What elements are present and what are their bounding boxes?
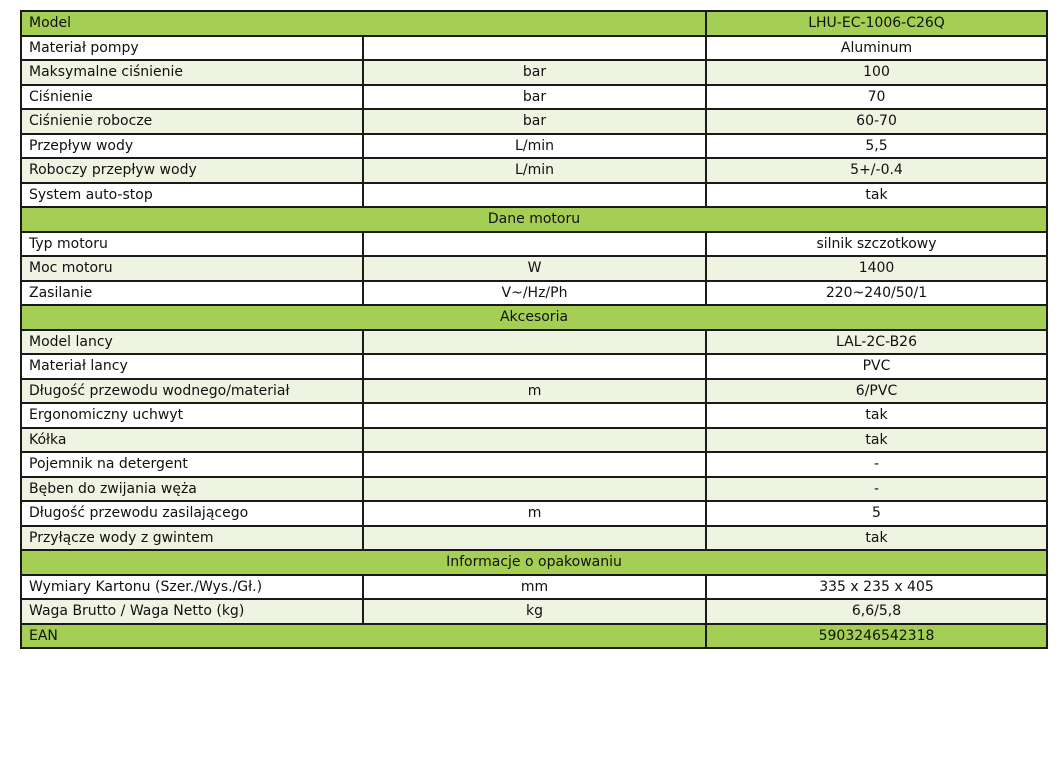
param-unit: V~/Hz/Ph <box>363 281 706 306</box>
table-row <box>21 428 1047 453</box>
section-header-packaging <box>21 550 1047 575</box>
param-value: 5 <box>706 501 1047 526</box>
table-row <box>21 281 1047 306</box>
param-name: System auto-stop <box>21 183 363 208</box>
param-unit <box>363 428 706 453</box>
param-name: Kółka <box>21 428 363 453</box>
section-header-motor <box>21 207 1047 232</box>
param-name: Przepływ wody <box>21 134 363 159</box>
param-name: Bęben do zwijania węża <box>21 477 363 502</box>
param-unit <box>363 36 706 61</box>
param-name: Długość przewodu wodnego/materiał <box>21 379 363 404</box>
param-value: 6,6/5,8 <box>706 599 1047 624</box>
param-unit <box>363 452 706 477</box>
param-name: Ergonomiczny uchwyt <box>21 403 363 428</box>
param-unit: bar <box>363 85 706 110</box>
ean-row <box>21 624 1047 649</box>
param-name: Materiał lancy <box>21 354 363 379</box>
param-value: tak <box>706 526 1047 551</box>
param-name: Materiał pompy <box>21 36 363 61</box>
param-unit <box>363 183 706 208</box>
param-value: 220~240/50/1 <box>706 281 1047 306</box>
param-unit <box>363 403 706 428</box>
param-value: 60-70 <box>706 109 1047 134</box>
spec-table <box>20 10 1048 649</box>
param-value: 70 <box>706 85 1047 110</box>
param-unit <box>363 330 706 355</box>
param-name: Zasilanie <box>21 281 363 306</box>
param-value: - <box>706 452 1047 477</box>
param-unit <box>363 526 706 551</box>
table-row <box>21 379 1047 404</box>
table-row <box>21 575 1047 600</box>
table-row <box>21 158 1047 183</box>
ean-value: 5903246542318 <box>706 624 1047 649</box>
section-title: Akcesoria <box>21 305 1047 330</box>
table-row <box>21 403 1047 428</box>
table-row <box>21 354 1047 379</box>
param-unit: kg <box>363 599 706 624</box>
param-unit: m <box>363 379 706 404</box>
param-value: 5+/-0.4 <box>706 158 1047 183</box>
table-row <box>21 36 1047 61</box>
param-name: Roboczy przepływ wody <box>21 158 363 183</box>
table-row <box>21 526 1047 551</box>
section-header-accessories <box>21 305 1047 330</box>
param-value: tak <box>706 403 1047 428</box>
param-value: Aluminum <box>706 36 1047 61</box>
param-unit <box>363 477 706 502</box>
param-name: Przyłącze wody z gwintem <box>21 526 363 551</box>
param-name: Moc motoru <box>21 256 363 281</box>
ean-label: EAN <box>21 624 706 649</box>
section-title: Dane motoru <box>21 207 1047 232</box>
param-value: - <box>706 477 1047 502</box>
table-row <box>21 60 1047 85</box>
param-name: Ciśnienie robocze <box>21 109 363 134</box>
param-name: Wymiary Kartonu (Szer./Wys./Gł.) <box>21 575 363 600</box>
param-unit: bar <box>363 60 706 85</box>
model-value: LHU-EC-1006-C26Q <box>706 11 1047 36</box>
param-unit: W <box>363 256 706 281</box>
table-row <box>21 134 1047 159</box>
param-unit: L/min <box>363 134 706 159</box>
table-row <box>21 109 1047 134</box>
param-name: Długość przewodu zasilającego <box>21 501 363 526</box>
param-value: 5,5 <box>706 134 1047 159</box>
param-unit: m <box>363 501 706 526</box>
param-value: tak <box>706 183 1047 208</box>
param-value: 1400 <box>706 256 1047 281</box>
param-value: PVC <box>706 354 1047 379</box>
param-name: Typ motoru <box>21 232 363 257</box>
table-row <box>21 501 1047 526</box>
param-value: 335 x 235 x 405 <box>706 575 1047 600</box>
table-row <box>21 256 1047 281</box>
table-row <box>21 477 1047 502</box>
section-title: Informacje o opakowaniu <box>21 550 1047 575</box>
table-row <box>21 599 1047 624</box>
param-unit: mm <box>363 575 706 600</box>
param-unit <box>363 354 706 379</box>
param-name: Ciśnienie <box>21 85 363 110</box>
table-row <box>21 452 1047 477</box>
param-name: Model lancy <box>21 330 363 355</box>
table-row <box>21 232 1047 257</box>
model-row <box>21 11 1047 36</box>
param-unit: L/min <box>363 158 706 183</box>
table-row <box>21 85 1047 110</box>
param-name: Waga Brutto / Waga Netto (kg) <box>21 599 363 624</box>
table-row <box>21 183 1047 208</box>
table-row <box>21 330 1047 355</box>
param-value: silnik szczotkowy <box>706 232 1047 257</box>
param-value: 100 <box>706 60 1047 85</box>
param-unit <box>363 232 706 257</box>
param-value: tak <box>706 428 1047 453</box>
param-name: Pojemnik na detergent <box>21 452 363 477</box>
param-value: 6/PVC <box>706 379 1047 404</box>
param-value: LAL-2C-B26 <box>706 330 1047 355</box>
model-label: Model <box>21 11 706 36</box>
param-name: Maksymalne ciśnienie <box>21 60 363 85</box>
param-unit: bar <box>363 109 706 134</box>
